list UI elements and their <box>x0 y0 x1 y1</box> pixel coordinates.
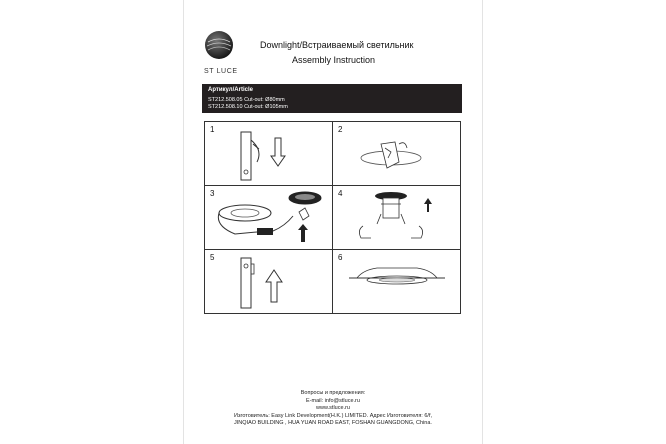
footer-email[interactable]: E-mail: info@stluce.ru <box>306 397 360 404</box>
footer-website[interactable]: www.stluce.ru <box>316 405 350 411</box>
step-number: 3 <box>210 189 215 198</box>
article-row: ST212.508.10 Cut-out: Ø105mm <box>208 104 288 110</box>
step-2-panel <box>332 121 461 186</box>
step-3-panel <box>204 185 333 250</box>
installed-fixture-icon <box>333 250 462 315</box>
step-5-panel <box>204 249 333 314</box>
document-subtitle: Assembly Instruction <box>292 55 376 65</box>
cutout-insert-icon <box>333 122 462 187</box>
step-number: 2 <box>338 125 343 134</box>
instruction-sheet <box>184 0 482 444</box>
st-luce-logo-icon <box>204 30 234 60</box>
article-row: ST212.508.05 Cut-out: Ø80mm <box>208 97 285 103</box>
spring-clip-up-arrow-icon <box>205 122 334 187</box>
step-number: 5 <box>210 253 215 262</box>
article-heading: Артикул/Article <box>208 87 253 93</box>
article-bar <box>202 84 462 113</box>
wiring-connect-icon <box>205 186 334 251</box>
step-1-panel <box>204 121 333 186</box>
step-4-panel <box>332 185 461 250</box>
step-number: 4 <box>338 189 343 198</box>
spring-clip-up-arrow-icon <box>205 250 334 315</box>
push-into-ceiling-icon <box>333 186 462 251</box>
step-number: 1 <box>210 125 215 134</box>
step-6-panel <box>332 249 461 314</box>
footer-questions: Вопросы и предложения: <box>300 390 366 396</box>
document-title: Downlight/Встраиваемый светильник <box>260 40 414 50</box>
brand-name: ST LUCE <box>204 68 238 75</box>
assembly-steps-grid <box>204 121 461 314</box>
contacts-footer <box>184 390 482 428</box>
footer-address: JINQIAO BUILDING , HUA YUAN ROAD EAST, FOSHAN GUANGDONG, China. <box>234 420 432 426</box>
step-number: 6 <box>338 253 343 262</box>
footer-manufacturer: Изготовитель: Easy Link Development(H.K.) LIMITED. Адрес Изготовителя: 6/f, <box>234 412 432 419</box>
